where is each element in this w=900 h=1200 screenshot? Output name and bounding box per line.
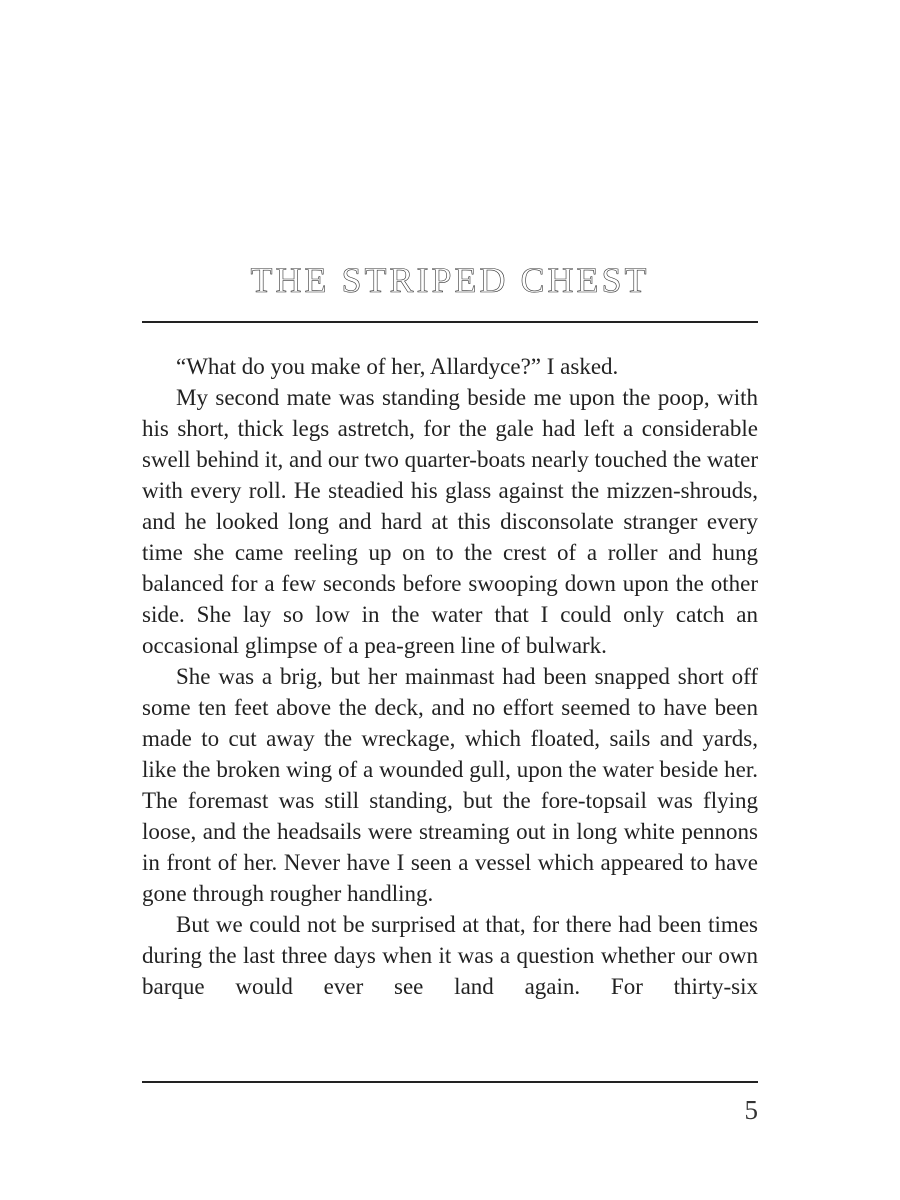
paragraph: My second mate was standing beside me upon the poop, with his short, thick legs astretch, for the gale had left a considerable swell behind it, and our two quarter-boats nearly touched the water with every roll. He steadied his glass against the mizzen-shrouds, and he looked long and hard at this disconsolate stranger every time she came reeling up on to the crest of a roller and hung balanced for a few seconds before swooping down upon the other side. She lay so low in the water that I could only catch an occasional glimpse of a pea-green line of bulwark. xyxy=(142,385,758,658)
body-text xyxy=(142,351,758,1002)
top-rule xyxy=(142,321,758,323)
paragraph: “What do you make of her, Allardyce?” I asked. xyxy=(176,354,619,379)
paragraph: She was a brig, but her mainmast had been snapped short off some ten feet above the deck, and no effort seemed to have been made to cut away the wreckage, which floated, sails and yards, like the broken wing of a wounded gull, upon the water beside her. The foremast was still standing, but the fore-topsail was flying loose, and the headsails were streaming out in long white pennons in front of her. Never have I seen a vessel which appeared to have gone through rougher handling. xyxy=(142,664,758,906)
paragraph: But we could not be surprised at that, for there had been times during the last three days when it was a question whether our own barque would ever see land again. For thirty-six xyxy=(142,912,758,999)
page-number: 5 xyxy=(744,1095,758,1125)
chapter-title: THE STRIPED CHEST xyxy=(250,260,650,300)
bottom-rule xyxy=(142,1081,758,1083)
